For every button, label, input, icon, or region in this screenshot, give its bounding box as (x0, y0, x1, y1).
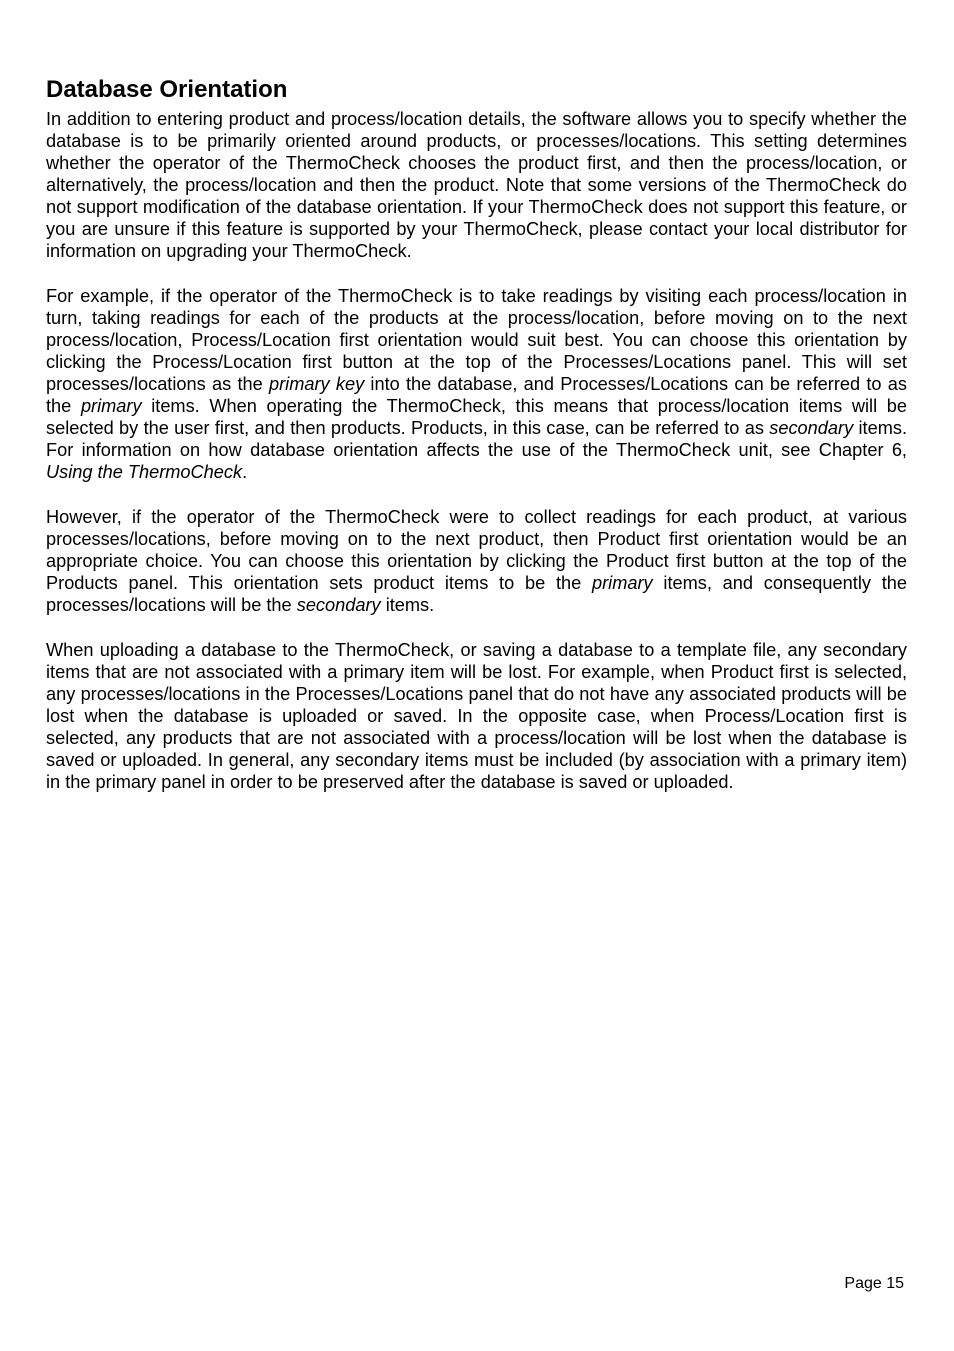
italic-term: secondary (296, 595, 381, 615)
chapter-title: Using the ThermoCheck (46, 462, 243, 482)
paragraph-intro (46, 108, 907, 262)
italic-term: primary key (268, 374, 365, 394)
paragraph-product-first-example (46, 506, 907, 616)
text-segment: items. When operating the ThermoCheck, this means that process/location items will be selected by the user first, and then products. Products, in this case, can be referred to as (46, 396, 907, 438)
text-segment: into the database, and Processes/Locations can be referred to as the (46, 374, 907, 416)
document-page (46, 74, 907, 816)
text-segment: . (242, 462, 248, 482)
section-heading: Database Orientation (46, 76, 288, 103)
page-number: Page 15 (844, 1275, 904, 1292)
paragraph-process-first-example (46, 285, 907, 483)
paragraph-upload-warning (46, 639, 907, 793)
text-segment: However, if the operator of the ThermoCheck were to collect readings for each product, at various processes/locations, before moving on to the next product, then Product first orientation would be an appropriate choice. You can choose this orientation by clicking the Product first button at the top of the Products panel. This orientation sets product items to be the (46, 507, 907, 593)
italic-term: primary (80, 396, 142, 416)
italic-term: primary (592, 573, 653, 593)
text-segment: When uploading a database to the ThermoCheck, or saving a database to a template file, any secondary items that are not associated with a primary item will be lost. For example, when Product first is selected, any processes/locations in the Processes/Locations panel that do not have any associated products will be lost when the database is uploaded or saved. In the opposite case, when Process/Location first is selected, any products that are not associated with a process/location will be lost when the database is saved or uploaded. In general, any secondary items must be included (by association with a primary item) in the primary panel in order to be preserved after the database is saved or uploaded. (46, 640, 907, 792)
text-segment: In addition to entering product and process/location details, the software allows you to specify whether the database is to be primarily oriented around products, or processes/locations. This setting determines whether the operator of the ThermoCheck chooses the product first, and then the process/location, or alternatively, the process/location and then the product. Note that some versions of the ThermoCheck do not support modification of the database orientation. If your ThermoCheck does not support this feature, or you are unsure if this feature is supported by your ThermoCheck, please contact your local distributor for information on upgrading your ThermoCheck. (46, 109, 907, 261)
italic-term: secondary (769, 418, 854, 438)
text-segment: items, and consequently the processes/locations will be the (46, 573, 907, 615)
text-segment: items. (380, 595, 435, 615)
text-segment: For example, if the operator of the ThermoCheck is to take readings by visiting each process/location in turn, taking readings for each of the products at the process/location, before moving on to the next process/location, Process/Location first orientation would suit best. You can choose this orientation by clicking the Process/Location first button at the top of the Processes/Locations panel. This will set processes/locations as the (46, 286, 907, 394)
text-segment: items. For information on how database orientation affects the use of the ThermoCheck unit, see Chapter 6, (46, 418, 907, 460)
